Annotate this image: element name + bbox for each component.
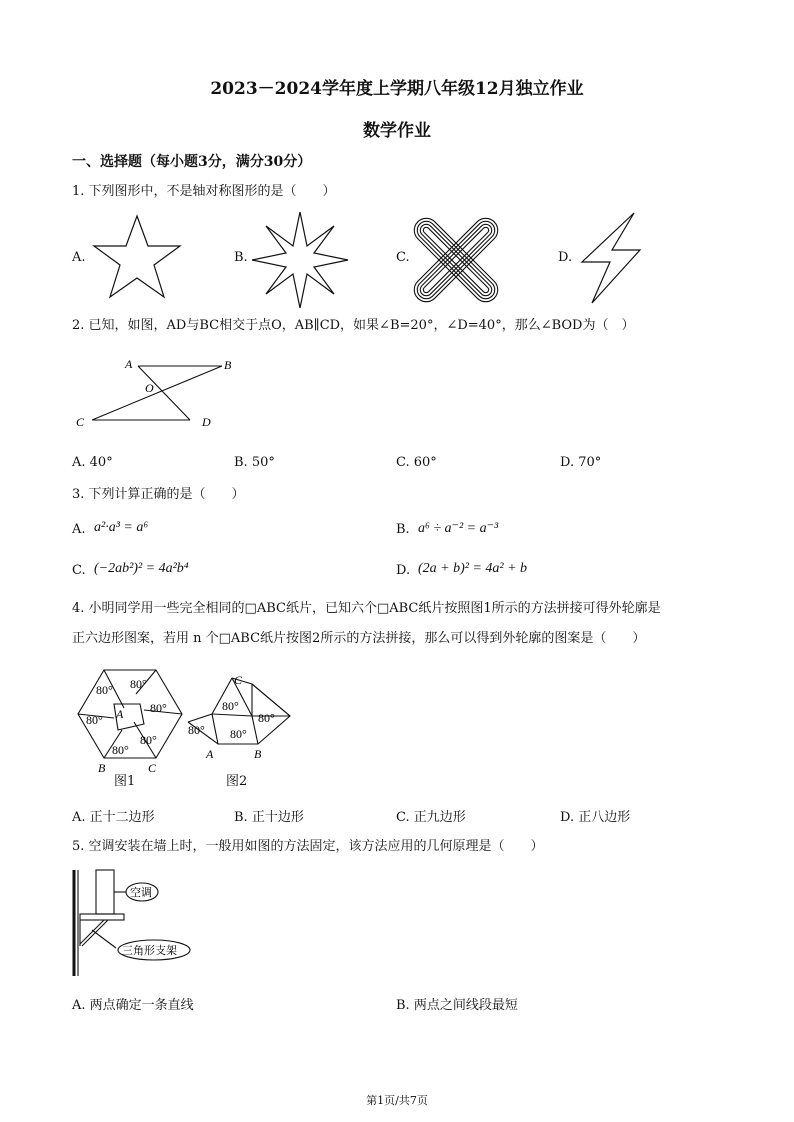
label-a: A xyxy=(125,357,133,371)
question-4-stem-line2: 正六边形图案，若用 n 个□ABC纸片按图2所示的方法拼接，那么可以得到外轮廓的图案是（ ） xyxy=(72,631,646,646)
vertex-label-c: C xyxy=(234,673,243,687)
angle-label: 80° xyxy=(258,711,275,725)
label-c: C xyxy=(76,415,85,429)
question-3-stem: 3. 下列计算正确的是（ ） xyxy=(72,487,245,502)
air-conditioner-bracket-figure xyxy=(68,866,198,980)
page-subtitle: 数学作业 xyxy=(363,121,431,141)
q4-option-c: C. 正九边形 xyxy=(396,810,466,825)
q2-option-d: D. 70° xyxy=(560,455,602,470)
q3-option-a-label: A. xyxy=(72,522,86,537)
question-2-stem: 2. 已知，如图，AD与BC相交于点O，AB∥CD，如果∠B=20°，∠D=40°，那么∠BOD为（ ） xyxy=(72,318,635,333)
question-4-stem-line1: 4. 小明同学用一些完全相同的□ABC纸片，已知六个□ABC纸片按照图1所示的方法拼接可得外轮廓是 xyxy=(72,601,661,616)
q1-option-d: D. xyxy=(558,250,573,265)
angle-label: 80° xyxy=(96,683,113,697)
q3-option-d-expr: (2a + b)² = 4a² + b xyxy=(418,561,528,576)
angle-label: 80° xyxy=(230,727,247,741)
eight-pointed-star-figure xyxy=(250,210,350,310)
q3-option-b-label: B. xyxy=(396,522,410,537)
page-number: 第1页/共7页 xyxy=(366,1094,428,1107)
angle-label: 80° xyxy=(188,723,205,737)
interlaced-knot-figure xyxy=(408,212,504,308)
five-pointed-star-figure xyxy=(90,212,184,302)
vertex-label-a: A xyxy=(116,707,124,721)
callout-triangle-bracket: 三角形支架 xyxy=(122,945,177,957)
angle-label: 80° xyxy=(112,743,129,757)
q1-option-b: B. xyxy=(234,250,248,265)
lightning-bolt-figure xyxy=(578,210,648,306)
q3-option-c-label: C. xyxy=(72,563,86,578)
q2-option-c: C. 60° xyxy=(396,455,437,470)
q3-option-b-expr: a⁶ ÷ a⁻² = a⁻³ xyxy=(418,521,499,536)
q3-option-a-expr: a²·a³ = a⁶ xyxy=(94,520,149,535)
angle-label: 80° xyxy=(222,699,239,713)
figure-2-caption: 图2 xyxy=(226,774,248,789)
figure-1-caption: 图1 xyxy=(114,774,136,789)
vertex-label-b: B xyxy=(254,747,262,761)
callout-air-conditioner: 空调 xyxy=(130,887,152,899)
page-title: 2023－2024学年度上学期八年级12月独立作业 xyxy=(210,79,584,99)
q3-option-d-label: D. xyxy=(396,563,411,578)
section-heading: 一、选择题（每小题3分，满分30分） xyxy=(72,154,312,170)
angle-label: 80° xyxy=(140,733,157,747)
hexagon-tiling-figure xyxy=(74,664,186,774)
q2-option-a: A. 40° xyxy=(72,455,113,470)
angle-label: 80° xyxy=(86,713,103,727)
vertex-label-b: B xyxy=(98,761,106,774)
vertex-label-c: C xyxy=(148,761,157,774)
triangle-fan-figure xyxy=(182,672,298,762)
angle-label: 80° xyxy=(150,701,167,715)
label-o: O xyxy=(145,381,154,395)
q1-option-a: A. xyxy=(72,250,86,265)
q5-option-b: B. 两点之间线段最短 xyxy=(396,998,518,1013)
label-d: D xyxy=(202,415,211,429)
q4-option-b: B. 正十边形 xyxy=(234,810,304,825)
q5-option-a: A. 两点确定一条直线 xyxy=(72,998,194,1013)
q2-option-b: B. 50° xyxy=(234,455,275,470)
intersecting-lines-figure xyxy=(70,352,250,434)
label-b: B xyxy=(224,358,232,372)
q4-option-a: A. 正十二边形 xyxy=(72,810,155,825)
q4-option-d: D. 正八边形 xyxy=(560,810,631,825)
vertex-label-a: A xyxy=(206,747,214,761)
q1-option-c: C. xyxy=(396,250,410,265)
angle-label: 80° xyxy=(130,677,147,691)
question-5-stem: 5. 空调安装在墙上时，一般用如图的方法固定，该方法应用的几何原理是（ ） xyxy=(72,839,544,854)
question-1-stem: 1. 下列图形中，不是轴对称图形的是（ ） xyxy=(72,184,336,199)
q3-option-c-expr: (−2ab²)² = 4a²b⁴ xyxy=(94,561,189,576)
